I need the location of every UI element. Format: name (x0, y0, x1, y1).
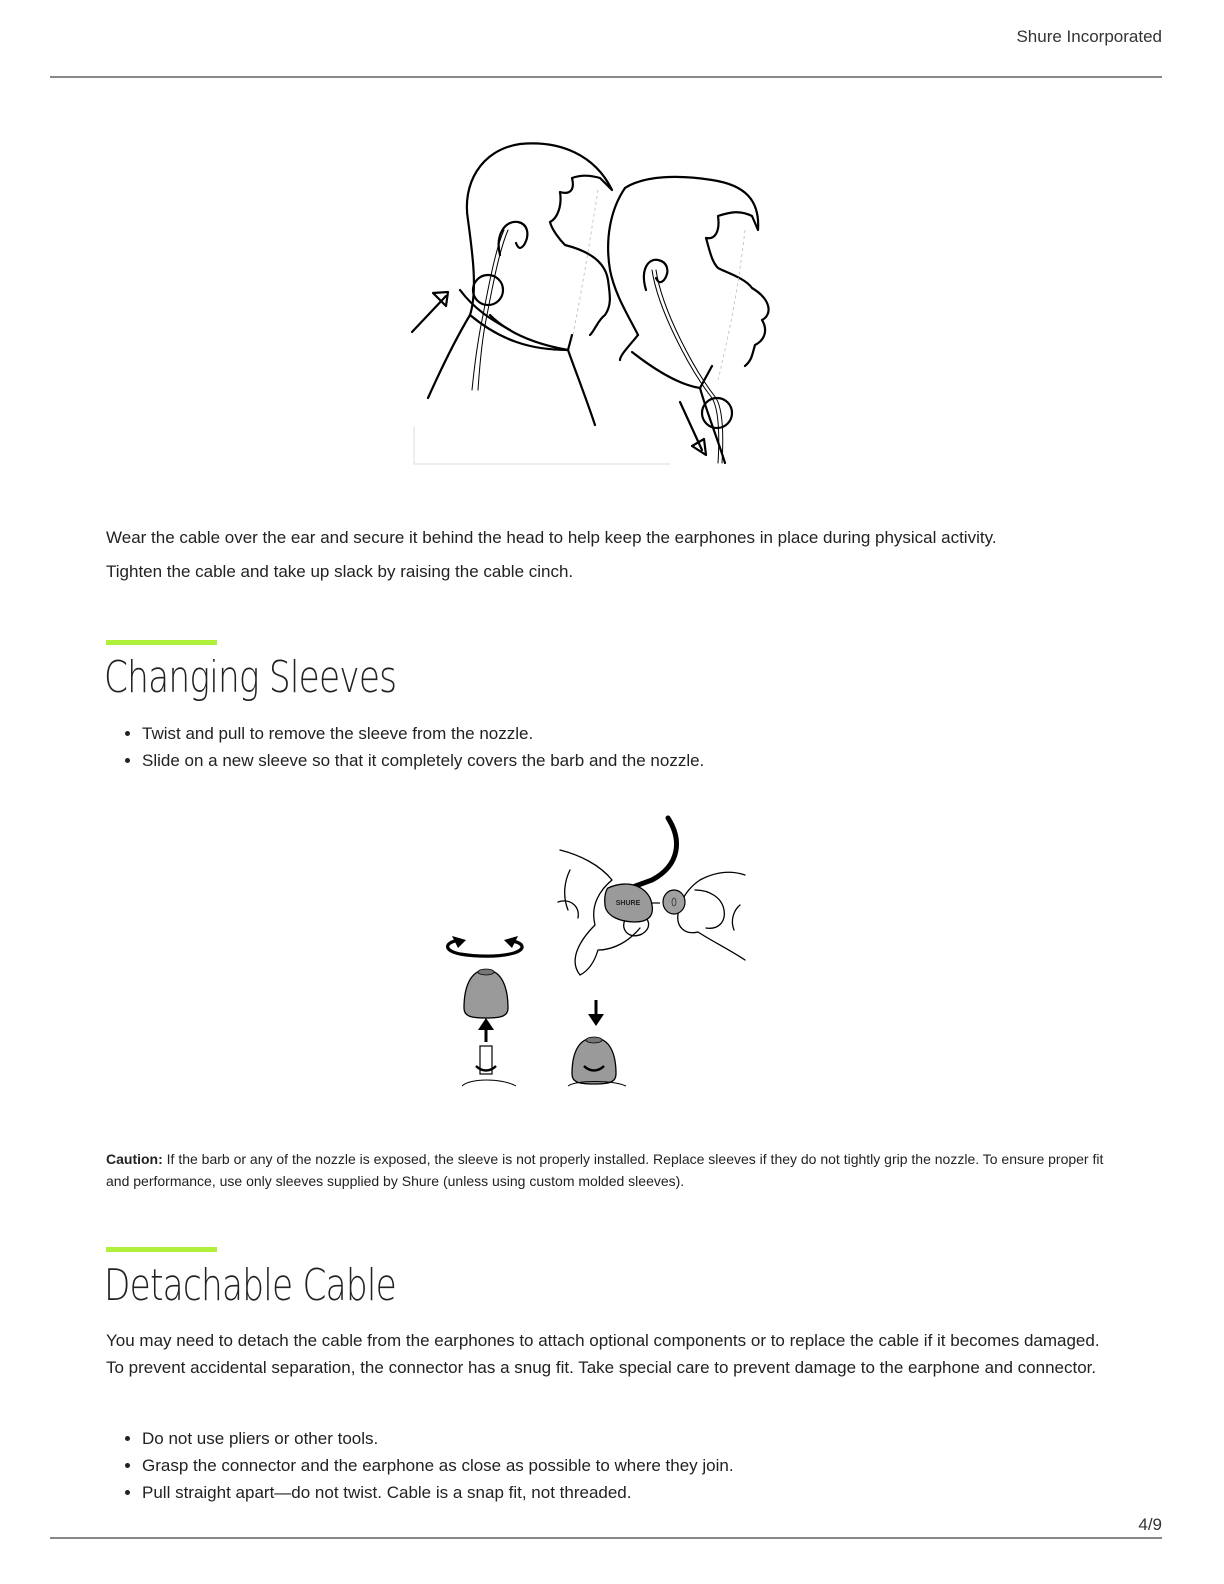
changing-sleeves-illustration (430, 810, 760, 1100)
list-item: • Grasp the connector and the earphone as close as possible to where they join. (142, 1452, 1142, 1479)
footer-rule (50, 1537, 1162, 1539)
caution-label: Caution: (106, 1151, 163, 1167)
caution-note (106, 1148, 1116, 1192)
detachable-cable-paragraph: You may need to detach the cable from the earphones to attach optional components or to replace the cable if it becomes damaged. To prevent accidental separation, the connector has a snug fit. Take special care to prevent damage to the earphone and connector. (106, 1331, 1100, 1377)
detachable-cable-heading: Detachable Cable (104, 1260, 396, 1311)
earphone-logo: SHURE (615, 900, 641, 907)
changing-sleeves-list (106, 720, 1142, 774)
list-item: • Twist and pull to remove the sleeve from the nozzle. (142, 720, 1142, 747)
over-ear-wearing-illustration (400, 130, 780, 470)
header-rule (50, 76, 1162, 78)
list-item: • Pull straight apart—do not twist. Cable is a snap fit, not threaded. (142, 1479, 1142, 1506)
list-item: • Do not use pliers or other tools. (142, 1425, 1142, 1452)
detachable-cable-list (106, 1425, 1142, 1506)
header-company-name: Shure Incorporated (1016, 27, 1162, 46)
wear-cable-paragraph: Wear the cable over the ear and secure it behind the head to help keep the earphones in place during physical activity. (106, 528, 997, 547)
tighten-cable-paragraph: Tighten the cable and take up slack by raising the cable cinch. (106, 562, 574, 581)
section-accent-bar (106, 640, 217, 645)
list-item: • Slide on a new sleeve so that it completely covers the barb and the nozzle. (142, 747, 1142, 774)
changing-sleeves-heading: Changing Sleeves (104, 652, 397, 703)
caution-text: If the barb or any of the nozzle is exposed, the sleeve is not properly installed. Replace sleeves if they do not tightly grip the nozzle. To ensure proper fit and performance, use only sleeves supplied by Shure (unless using custom molded sleeves). (106, 1151, 1104, 1189)
section-accent-bar (106, 1247, 217, 1252)
page-number: 4/9 (1138, 1515, 1162, 1534)
